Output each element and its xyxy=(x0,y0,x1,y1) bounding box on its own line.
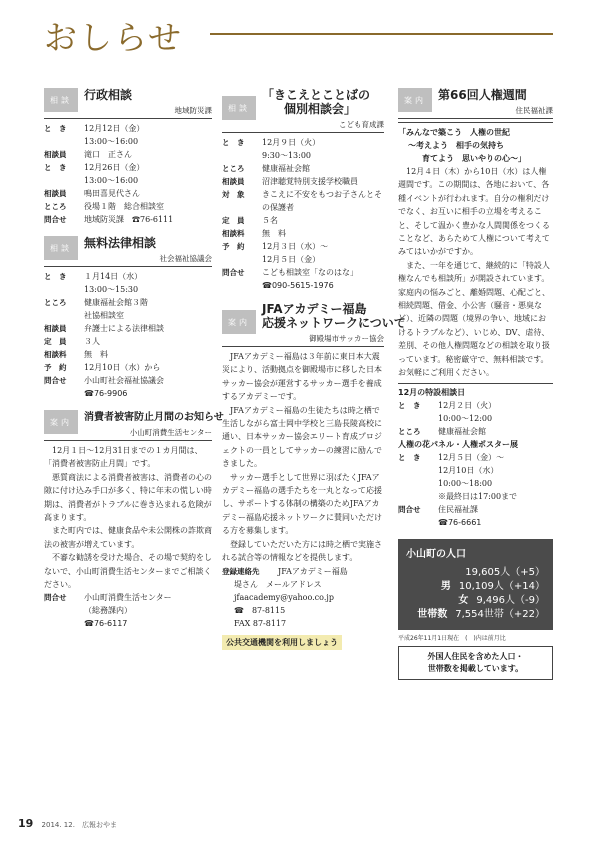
info-row xyxy=(44,283,212,296)
info-value: 10:00〜12:00 xyxy=(438,413,493,423)
info-label: 予 約 xyxy=(44,363,67,372)
category-tag: 案内 xyxy=(222,310,256,334)
population-female: 9,496人（-9） xyxy=(476,594,545,606)
contact-fax: FAX 87-8117 xyxy=(234,618,287,628)
info-row xyxy=(44,174,212,187)
info-value: 小山町消費生活センター xyxy=(84,593,172,603)
info-label xyxy=(44,309,84,322)
info-row xyxy=(222,149,384,162)
paragraph: 悪質商法による消費者被害は、消費者の心の隙に付け込み手口が多く、特に年末の慌しい時期は、消費者がトラブルに巻き込まれる危険が高まります。 xyxy=(44,472,212,523)
paragraph: サッカー選手として世界に羽ばたくJFAアカデミー福島の選手たちを一丸となって応援し、サポートする体制の構築のためJFAアカデミー福島応援ネットワークに賛同いただける方を募集します。 xyxy=(222,472,382,536)
info-value: 12月10日（水）から xyxy=(84,363,161,372)
slogan-line-2: 〜考えよう 相手の気持ち xyxy=(408,140,504,150)
phone-number: ☎76-6117 xyxy=(84,619,128,629)
category-tag: 相談 xyxy=(44,236,78,260)
info-value: 12月26日（金） xyxy=(84,163,145,172)
info-label xyxy=(398,490,438,503)
info-label: 予 約 xyxy=(222,242,245,251)
info-label: 相談料 xyxy=(44,350,67,359)
info-row xyxy=(44,187,212,200)
population-box xyxy=(398,539,553,630)
info-label xyxy=(398,464,438,477)
section-title: 第66回人権週間 xyxy=(438,88,527,102)
slogan-line-3: 育てよう 思いやりの心〜」 xyxy=(422,153,526,163)
info-row xyxy=(398,464,553,477)
info-label: 問合せ xyxy=(44,593,67,603)
info-value: 無 料 xyxy=(84,350,108,359)
info-label: 相談員 xyxy=(222,177,245,186)
info-label: ところ xyxy=(222,164,245,173)
section-title-line-2: 応援ネットワークについて xyxy=(262,316,406,330)
column-1 xyxy=(44,88,224,640)
info-row xyxy=(44,148,212,161)
section-dept: 住民福祉課 xyxy=(515,106,553,115)
info-row xyxy=(222,266,384,279)
poster-exhibit-heading: 人権の花パネル・人権ポスター展 xyxy=(398,439,518,449)
info-row xyxy=(398,425,553,438)
population-households: 7,554世帯（+22） xyxy=(455,608,545,620)
info-row xyxy=(222,136,384,149)
info-label: 問合せ xyxy=(398,504,421,514)
section-title-line-1: 「きこえとことばの xyxy=(262,88,371,102)
paragraph: 登録していただいた方には時之栖で実施される試合等の情報などを提供します。 xyxy=(222,539,382,563)
contact-name: JFAアカデミー福島 xyxy=(278,566,348,576)
info-label: 問合せ xyxy=(222,268,245,277)
info-value: 無 料 xyxy=(262,229,286,238)
info-value: 社協相談室 xyxy=(84,311,124,320)
contact-phone: ☎ 87-8115 xyxy=(234,605,286,615)
info-label: と き xyxy=(44,272,67,281)
info-value: 健康福祉会館３階 xyxy=(84,298,148,307)
info-row xyxy=(222,188,384,214)
phone-number: ☎090-5615-1976 xyxy=(262,281,334,290)
paragraph: JFAアカデミー福島は３年前に東日本大震災により、活動拠点を御殿場市に移した日本サッカー協会が運営するサッカー選手を養成するアカデミーです。 xyxy=(222,352,382,402)
info-value: 13:00〜16:00 xyxy=(84,176,139,185)
info-label: 相談員 xyxy=(44,150,67,159)
info-row xyxy=(222,240,384,253)
paragraph: 12月１日〜12月31日までの１カ月間は、「消費者被害防止月間」です。 xyxy=(44,446,203,469)
info-value: 健康福祉会館 xyxy=(262,164,310,173)
info-row xyxy=(44,270,212,283)
info-value: 健康福祉会館 xyxy=(438,426,486,436)
section-jinken-shukan xyxy=(398,88,553,529)
population-title: 小山町の人口 xyxy=(406,548,466,560)
info-value: １月14日（水） xyxy=(84,272,143,281)
section-title: 無料法律相談 xyxy=(84,236,157,250)
info-row xyxy=(398,451,553,464)
population-total: 19,605人（+5） xyxy=(465,566,545,578)
section-dept: 地域防災課 xyxy=(174,106,212,115)
paragraph: また町内では、健康食品や未公開株の詐欺商法の被害が増えています。 xyxy=(44,526,212,549)
info-label xyxy=(398,477,438,490)
section-title-line-1: JFAアカデミー福島 xyxy=(262,302,367,316)
info-value: 鳴田喜見代さん xyxy=(84,189,140,198)
category-tag: 相談 xyxy=(222,96,256,120)
section-dept: 小山町消費生活センター xyxy=(129,428,212,437)
info-row xyxy=(44,309,212,322)
page-title: おしらせ xyxy=(44,18,184,57)
info-label: ところ xyxy=(44,298,67,307)
page-number: 19 xyxy=(18,817,34,830)
info-row xyxy=(44,161,212,174)
info-row xyxy=(44,200,212,213)
population-note: 平成26年11月1日現在 ( )内は前月比 xyxy=(398,634,506,642)
info-label: 相談料 xyxy=(222,229,245,238)
slogan-line-1: 「みんなで築こう 人権の世紀 xyxy=(398,127,510,137)
info-row xyxy=(44,335,212,348)
info-row xyxy=(398,490,553,503)
paragraph: また、一年を通じて、継続的に「特設人権なんでも相談所」が開設されています。家庭内の悩みごと、離婚問題、心配ごと、相続問題、借金、小公害（騒音・悪臭など）、近隣の問題（境界の争い、地域におけるトラブルなど）、いじめ、DV、虐待、差別、その他人権問題などの相談を取り扱っています。秘密厳守で、無料相談です。お気軽にご利用ください。 xyxy=(398,260,550,378)
info-value: 10:00〜18:00 xyxy=(438,478,493,488)
male-label: 男 xyxy=(440,580,451,592)
section-shohisha xyxy=(44,410,224,630)
info-label xyxy=(44,135,84,148)
info-label: と き xyxy=(44,163,67,172)
phone-number: ☎76-6661 xyxy=(438,517,482,527)
section-jfa-academy xyxy=(222,302,406,650)
info-row xyxy=(44,322,212,335)
column-3 xyxy=(398,88,553,680)
footer-text: 2014. 12. 広報おやま xyxy=(41,821,117,829)
info-row xyxy=(222,253,384,266)
info-value: 13:00〜15:30 xyxy=(84,285,139,294)
info-value: 12月３日（水）〜 xyxy=(262,242,329,251)
contact-person: 堤さん メールアドレス xyxy=(234,579,322,589)
category-tag: 案内 xyxy=(398,88,432,112)
section-dept: 社会福祉協議会 xyxy=(159,254,212,263)
info-row xyxy=(398,503,553,516)
section-kikoe-kotoba xyxy=(222,88,384,292)
info-row xyxy=(398,412,553,425)
info-row xyxy=(44,361,212,374)
info-row xyxy=(398,399,553,412)
info-row xyxy=(44,348,212,361)
title-rule xyxy=(210,33,553,35)
info-row xyxy=(44,374,212,387)
info-row xyxy=(44,604,212,617)
info-value: 沼津聴覚特別支援学校職員 xyxy=(262,177,358,186)
info-row xyxy=(222,162,384,175)
info-row xyxy=(398,477,553,490)
info-value: ５名 xyxy=(262,216,278,225)
section-title: 消費者被害防止月間のお知らせ xyxy=(84,412,224,423)
info-row xyxy=(44,213,212,226)
info-value: 12月10日（水） xyxy=(438,465,499,475)
category-tag: 相談 xyxy=(44,88,78,112)
info-value: 12月９日（火） xyxy=(262,138,321,147)
info-label: と き xyxy=(222,138,245,147)
page-footer xyxy=(18,817,117,830)
info-value: 地域防災課 ☎76-6111 xyxy=(84,215,174,224)
info-label: 相談員 xyxy=(44,189,67,198)
info-row xyxy=(44,122,212,135)
info-label xyxy=(398,412,438,425)
info-label xyxy=(222,149,262,162)
paragraph: 12月４日（木）から10日（水）は人権週間です。この期間は、各地において、各種イベントが行われます。自分の権利だけでなく、お互いに相手の立場を考えること、そして温かく豊かな人間関係をつくることなど、あらためて人権について考えてみてはいかがですか。 xyxy=(398,167,550,257)
info-value: 役場１階 総合相談室 xyxy=(84,202,164,211)
info-value: 13:00〜16:00 xyxy=(84,137,139,146)
contact-label: 登録連絡先 xyxy=(222,566,260,576)
info-value: 12月12日（金） xyxy=(84,124,145,133)
population-footnote: 外国人住民を含めた人口・ 世帯数を掲載しています。 xyxy=(398,646,553,680)
paragraph: 不審な勧誘を受けた場合、その場で契約をしないで、小山町消費生活センターまでご相談ください。 xyxy=(44,553,212,590)
category-tag: 案内 xyxy=(44,410,78,434)
info-row xyxy=(44,135,212,148)
info-label: 問合せ xyxy=(44,376,67,385)
transit-notice: 公共交通機関を利用しましょう xyxy=(222,635,342,650)
phone-number: ☎76-9906 xyxy=(84,389,128,398)
info-label: 相談員 xyxy=(44,324,67,333)
info-row xyxy=(222,175,384,188)
info-value: 12月５日（金） xyxy=(262,255,321,264)
info-label: と き xyxy=(44,124,67,133)
info-label xyxy=(44,283,84,296)
info-value: 弁護士による法律相談 xyxy=(84,324,164,333)
info-label: 対 象 xyxy=(222,190,245,199)
info-value: 12月２日（火） xyxy=(438,400,497,410)
info-value: 滝口 正さん xyxy=(84,150,132,159)
section-hourei-soudan xyxy=(44,236,212,400)
info-row xyxy=(44,591,212,604)
info-label xyxy=(44,174,84,187)
section-title-line-2: 個別相談会」 xyxy=(284,102,357,116)
female-label: 女 xyxy=(458,594,469,606)
info-value: 12月５日（金）〜 xyxy=(438,452,505,462)
info-label xyxy=(222,253,262,266)
info-label xyxy=(44,604,84,617)
info-label: 問合せ xyxy=(44,215,67,224)
info-value: ３人 xyxy=(84,337,100,346)
info-value: こども相談室「なのはな」 xyxy=(262,268,358,277)
section-dept: 御殿場市サッカー協会 xyxy=(309,334,384,343)
info-value: 住民福祉課 xyxy=(438,504,478,514)
section-dept: こども育成課 xyxy=(339,120,384,129)
info-row xyxy=(222,214,384,227)
column-2 xyxy=(222,88,406,660)
info-label: 定 員 xyxy=(222,216,245,225)
info-value: （総務課内） xyxy=(84,606,132,616)
households-label: 世帯数 xyxy=(417,608,448,620)
info-value: きこえに不安をもつお子さんとその保護者 xyxy=(262,190,382,212)
info-label: と き xyxy=(398,400,421,410)
info-label: ところ xyxy=(398,426,421,436)
info-label: 定 員 xyxy=(44,337,67,346)
info-row xyxy=(44,296,212,309)
info-label: と き xyxy=(398,452,421,462)
info-value: 9:30〜13:00 xyxy=(262,151,312,160)
paragraph: JFAアカデミー福島の生徒たちは時之栖で生活しながら富士岡中学校と三島長陵高校に通い、日本サッカー協会エリート育成プロジェクトの一員としてサッカーの練習に励んできました。 xyxy=(222,405,382,469)
contact-email[interactable]: jfaacademy@yahoo.co.jp xyxy=(234,592,334,602)
population-male: 10,109人（+14） xyxy=(458,580,545,592)
section-gyosei-soudan xyxy=(44,88,212,226)
section-title: 行政相談 xyxy=(84,88,133,102)
info-value: ※最終日は17:00まで xyxy=(438,491,518,501)
info-label: ところ xyxy=(44,202,67,211)
info-row xyxy=(222,227,384,240)
info-value: 小山町社会福祉協議会 xyxy=(84,376,164,385)
consult-days-heading: 12月の特設相談日 xyxy=(398,383,553,399)
